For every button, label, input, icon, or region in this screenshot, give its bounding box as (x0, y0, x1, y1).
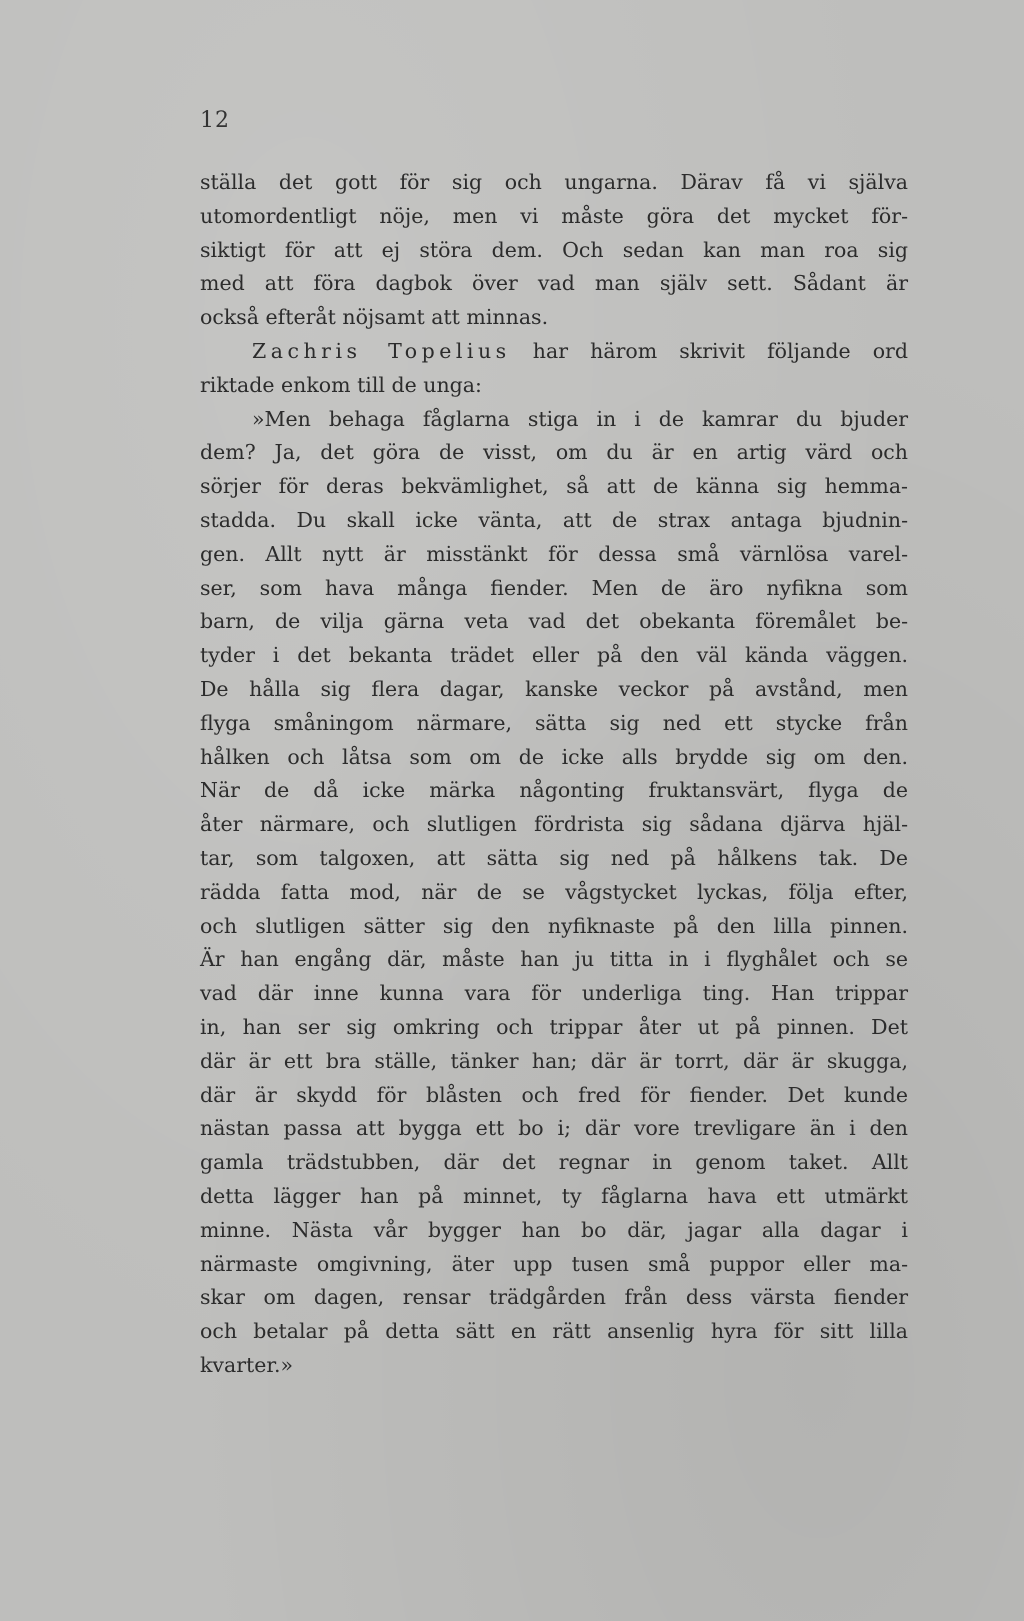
text-line: Är han engång där, måste han ju titta in i flyghålet och se (200, 947, 908, 972)
text-line: När de då icke märka någonting fruktansvärt, flyga de (200, 778, 908, 803)
text-line: gen. Allt nytt är misstänkt för dessa små värnlösa varel- (200, 541, 908, 566)
text-line: rädda fatta mod, när de se vågstycket lyckas, följa efter, (200, 879, 908, 904)
text-line: vad där inne kunna vara för underliga ting. Han trippar (200, 981, 908, 1006)
text-line: barn, de vilja gärna veta vad det obekanta föremålet be- (200, 609, 908, 634)
text-line: ser, som hava många fiender. Men de äro nyfikna som (200, 575, 908, 600)
text-line: hålken och låtsa som om de icke alls brydde sig om den. (200, 744, 908, 769)
text-line: ställa det gott för sig och ungarna. Därav få vi själva (200, 170, 908, 194)
text-line: in, han ser sig omkring och trippar åter ut på pinnen. Det (200, 1014, 908, 1039)
text-line: siktigt för att ej störa dem. Och sedan kan man roa sig (200, 237, 908, 262)
text-line: flyga småningom närmare, sätta sig ned ett stycke från (200, 710, 908, 735)
text-line: med att föra dagbok över vad man själv sett. Sådant är (200, 271, 908, 296)
text-line: nästan passa att bygga ett bo i; där vore trevligare än i den (200, 1116, 908, 1141)
text-line: närmaste omgivning, äter upp tusen små puppor eller ma- (200, 1251, 908, 1276)
text-line: gamla trädstubben, där det regnar in genom taket. Allt (200, 1150, 908, 1175)
text-line: kvarter.» (200, 1352, 294, 1377)
text-line: åter närmare, och slutligen fördrista sig sådana djärva hjäl- (200, 812, 908, 837)
author-line-rest: har härom skrivit följande ord (532, 338, 908, 363)
text-line: De hålla sig flera dagar, kanske veckor på avstånd, men (200, 676, 908, 701)
text-line: där är ett bra ställe, tänker han; där är torrt, där är skugga, (200, 1048, 908, 1073)
text-line: detta lägger han på minnet, ty fåglarna hava ett utmärkt (200, 1183, 908, 1208)
page-number: 12 (200, 108, 230, 133)
text-line: också efteråt nöjsamt att minnas. (200, 305, 549, 330)
text-line: »Men behaga fåglarna stiga in i de kamrar du bjuder (252, 406, 908, 431)
text-line: riktade enkom till de unga: (200, 372, 482, 397)
text-line: skar om dagen, rensar trädgården från dess värsta fiender (200, 1285, 908, 1310)
text-line: och betalar på detta sätt en rätt ansenlig hyra för sitt lilla (200, 1319, 908, 1344)
text-line: minne. Nästa vår bygger han bo där, jagar alla dagar i (200, 1217, 908, 1242)
body-text (200, 166, 908, 1383)
text-line: där är skydd för blåsten och fred för fiender. Det kunde (200, 1082, 908, 1107)
text-line-author (200, 335, 908, 369)
text-line: sörjer för deras bekvämlighet, så att de känna sig hemma- (200, 474, 908, 499)
text-line: tyder i det bekanta trädet eller på den väl kända väggen. (200, 643, 908, 668)
author-name: Zachris Topelius (252, 338, 511, 363)
text-line: stadda. Du skall icke vänta, att de strax antaga bjudnin- (200, 507, 908, 532)
text-line: tar, som talgoxen, att sätta sig ned på hålkens tak. De (200, 845, 908, 870)
text-line: och slutligen sätter sig den nyfiknaste på den lilla pinnen. (200, 913, 908, 938)
text-line: utomordentligt nöje, men vi måste göra det mycket för- (200, 203, 908, 228)
text-line: dem? Ja, det göra de visst, om du är en artig värd och (200, 440, 908, 465)
